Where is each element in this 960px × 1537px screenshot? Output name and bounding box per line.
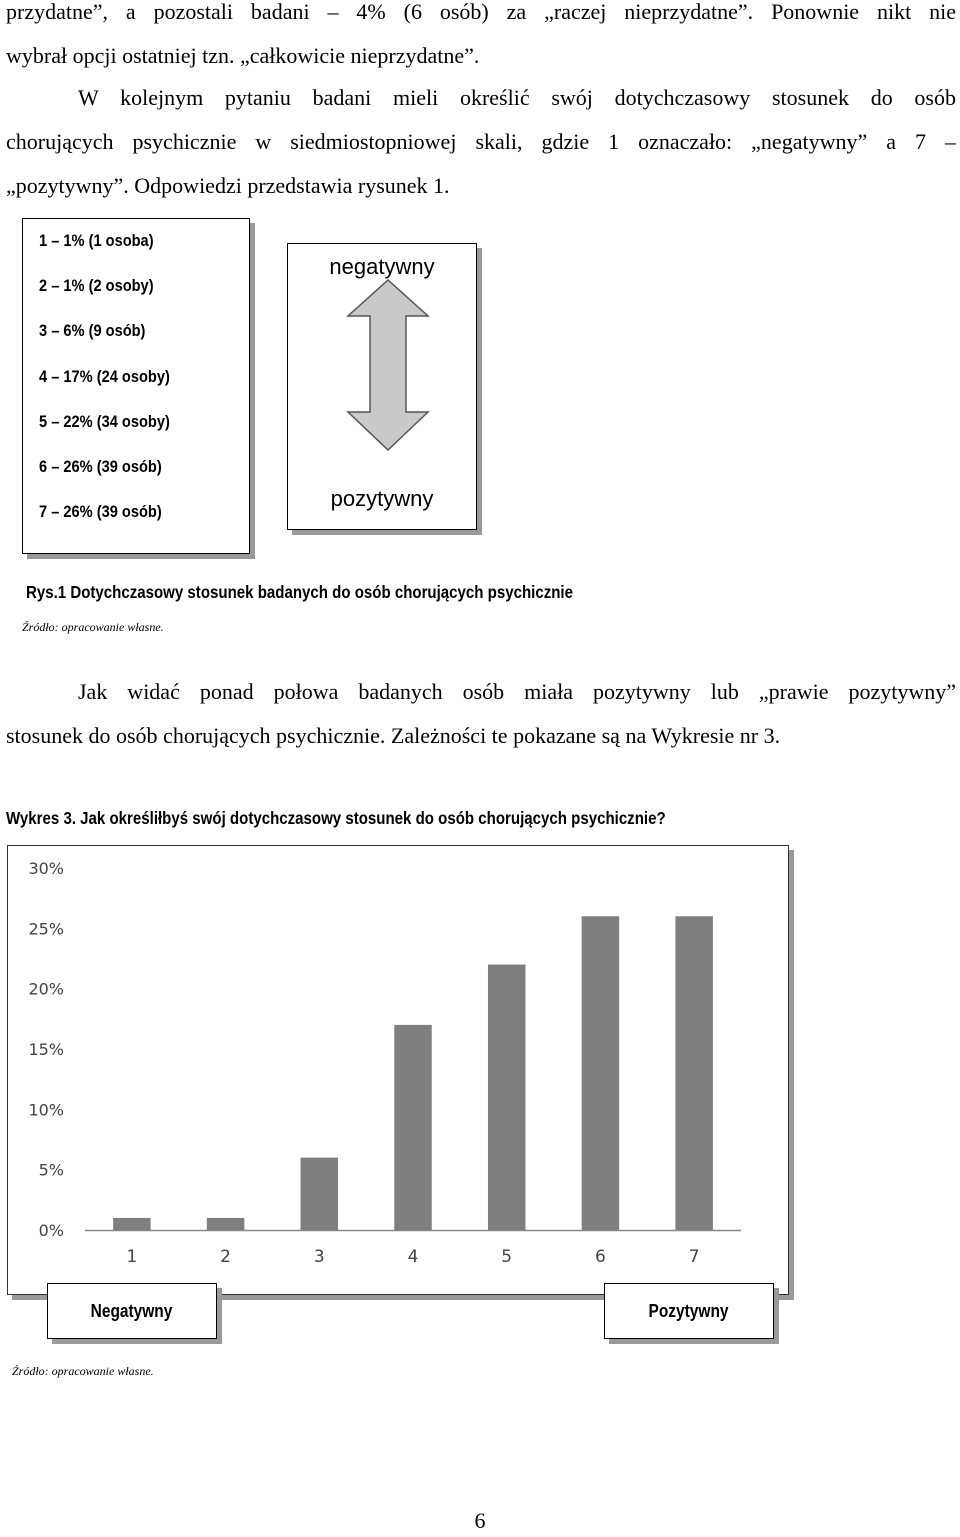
y-tick-label: 15%: [28, 1040, 64, 1059]
legend-item: 1 – 1% (1 osoba): [39, 231, 154, 250]
chart-frame: [7, 845, 789, 1295]
bar-chart: [8, 846, 788, 1294]
positive-end-label: Pozytywny: [604, 1283, 774, 1339]
text-line: przydatne”, a pozostali badani – 4% (6 osób) za „raczej nieprzydatne”. Ponownie nikt nie: [6, 0, 956, 24]
y-tick-label: 10%: [28, 1100, 64, 1120]
x-tick-label: 4: [407, 1247, 419, 1267]
text-line: Jak widać ponad połowa badanych osób miała pozytywny lub „prawie pozytywny”: [78, 679, 956, 704]
text-line: W kolejnym pytaniu badani mieli określić swój dotychczasowy stosunek do osób: [78, 85, 956, 110]
legend-item: 3 – 6% (9 osób): [39, 321, 146, 340]
bar-1: [113, 1218, 150, 1230]
scale-top-label: negatywny: [329, 254, 435, 279]
figure-scale-box: [287, 243, 477, 530]
page-number: 6: [474, 1508, 486, 1533]
x-tick-label: 1: [126, 1247, 138, 1267]
legend-item: 4 – 17% (24 osoby): [39, 367, 170, 386]
figure-caption: Rys.1 Dotychczasowy stosunek badanych do osób chorujących psychicznie: [26, 582, 573, 602]
x-tick-label: 3: [313, 1247, 325, 1267]
x-tick-label: 6: [595, 1247, 606, 1267]
bar-2: [207, 1218, 244, 1230]
x-tick-label: 5: [501, 1247, 513, 1267]
legend-item: 6 – 26% (39 osób): [39, 457, 162, 476]
x-tick-label: 7: [688, 1247, 700, 1267]
negative-end-label: Negatywny: [47, 1283, 217, 1339]
y-tick-label: 0%: [38, 1221, 64, 1240]
text-line: wybrał opcji ostatniej tzn. „całkowicie nieprzydatne”.: [6, 43, 480, 68]
text-line: stosunek do osób chorujących psychicznie. Zależności te pokazane są na Wykresie nr 3.: [6, 723, 781, 748]
bar-6: [582, 916, 619, 1230]
y-tick-label: 20%: [28, 979, 64, 999]
legend-item: 7 – 26% (39 osób): [39, 502, 162, 521]
scale-bottom-label: pozytywny: [330, 486, 434, 511]
bar-5: [488, 965, 525, 1230]
chart-title: Wykres 3. Jak określiłbyś swój dotychczasowy stosunek do osób chorujących psychicznie?: [6, 808, 666, 828]
bar-4: [394, 1025, 431, 1230]
legend-item: 5 – 22% (34 osoby): [39, 412, 170, 431]
y-tick-label: 5%: [38, 1160, 64, 1180]
legend-item: 2 – 1% (2 osoby): [39, 276, 154, 295]
text-line: chorujących psychicznie w siedmiostopniowej skali, gdzie 1 oznaczało: „negatywny” a 7 –: [6, 129, 956, 154]
bar-3: [301, 1158, 338, 1230]
y-tick-label: 30%: [28, 859, 64, 878]
text-line: „pozytywny”. Odpowiedzi przedstawia rysunek 1.: [6, 173, 450, 198]
x-tick-label: 2: [220, 1247, 231, 1267]
figure-source: Źródło: opracowanie własne.: [22, 620, 164, 634]
figure-legend-box: [22, 218, 250, 554]
y-tick-label: 25%: [28, 919, 64, 939]
chart-source: Źródło: opracowanie własne.: [12, 1364, 154, 1378]
bar-7: [675, 916, 712, 1230]
